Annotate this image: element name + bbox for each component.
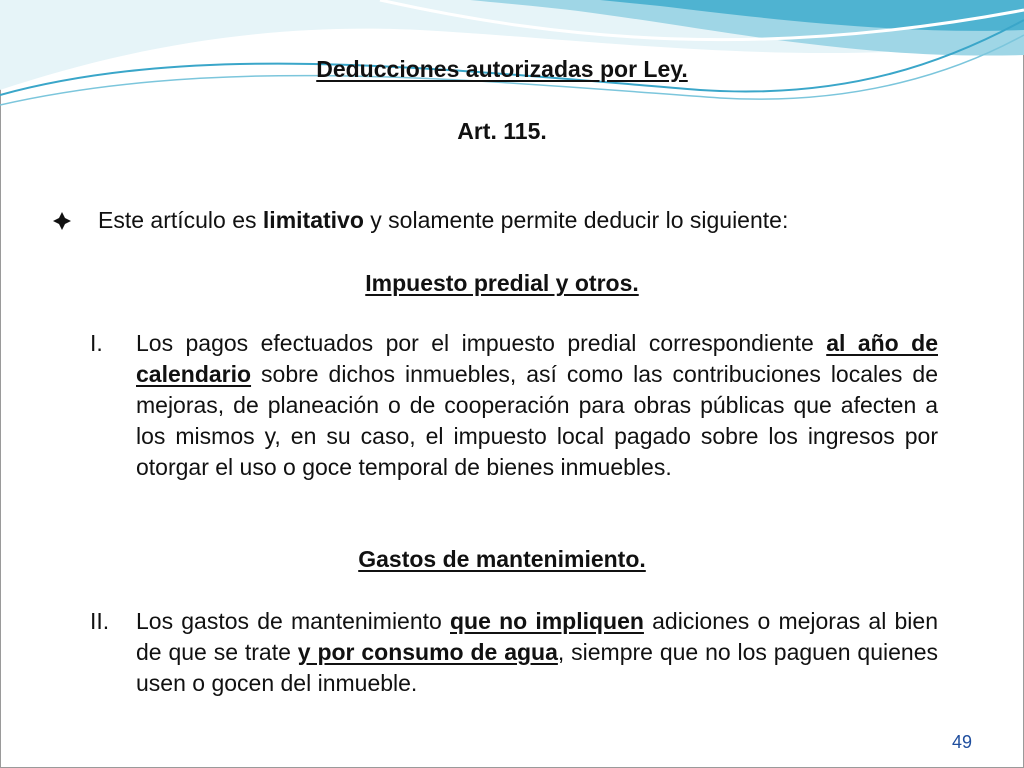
list-number-2: II. (90, 608, 110, 634)
list-text-1: Los pagos efectuados por el impuesto predial correspondiente al año de calendario sobre dichos inmuebles, así como las contribuciones locales de mejoras, de planeación o de cooperación para obras públicas que afecten a los mismos y, en su caso, el impuesto local pagado sobre los ingresos por otorgar el uso o goce temporal de bienes inmuebles. (136, 330, 938, 480)
diamond-bullet-icon (52, 211, 72, 231)
list-number-1: I. (90, 330, 103, 356)
page-number: 49 (952, 732, 973, 752)
list-item-2 (90, 606, 938, 699)
intro-text: Este artículo es limitativo y solamente permite deducir lo siguiente: (98, 207, 789, 233)
article-number: Art. 115. (457, 118, 547, 144)
intro-bullet (52, 207, 788, 234)
list-item-1 (90, 328, 938, 483)
section2-heading: Gastos de mantenimiento. (358, 546, 646, 572)
section1-heading: Impuesto predial y otros. (365, 270, 639, 296)
list-text-2: Los gastos de mantenimiento que no impliquen adiciones o mejoras al bien de que se trate y por consumo de agua, siempre que no los paguen quienes usen o gocen del inmueble. (136, 608, 938, 696)
slide-title: Deducciones autorizadas por Ley. (316, 56, 688, 82)
